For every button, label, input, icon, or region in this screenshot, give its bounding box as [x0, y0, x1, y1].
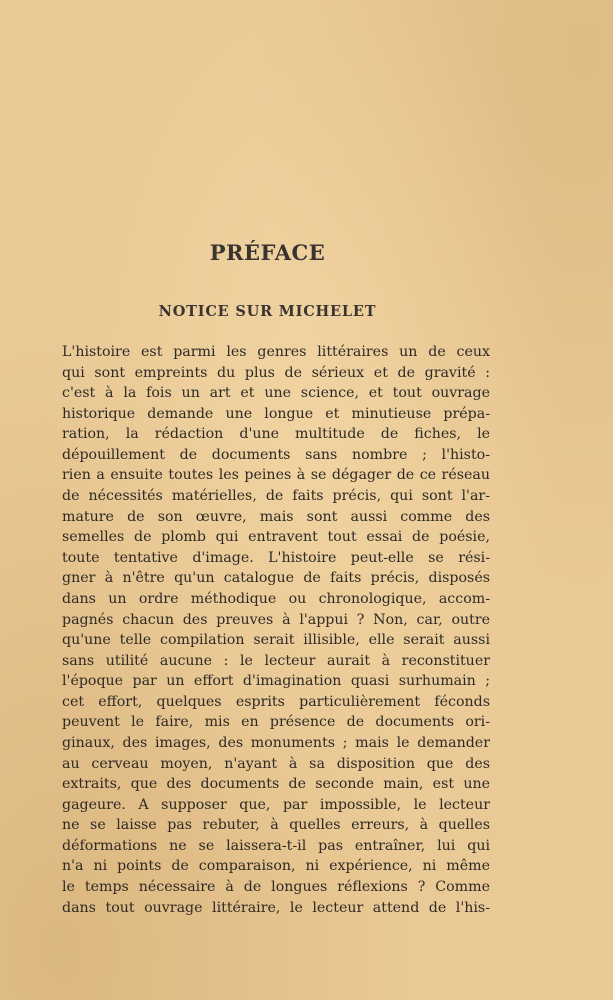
text-line: dépouillement de documents sans nombre ; l'histo-	[62, 446, 490, 463]
text-line: gner à n'être qu'un catalogue de faits précis, disposés	[62, 570, 490, 587]
text-line: cet effort, quelques esprits particulièrement féconds	[62, 693, 490, 710]
text-line: n'a ni points de comparaison, ni expérience, ni même	[62, 858, 490, 875]
text-line: toute tentative d'image. L'histoire peut-elle se rési-	[62, 549, 490, 566]
text-line: mature de son œuvre, mais sont aussi comme des	[62, 508, 490, 525]
text-line: L'histoire est parmi les genres littéraires un de ceux	[62, 344, 490, 360]
text-line: peuvent le faire, mis en présence de documents ori-	[62, 714, 490, 731]
text-line: au cerveau moyen, n'ayant à sa disposition que des	[62, 755, 490, 772]
text-line: pagnés chacun des preuves à l'appui ? Non, car, outre	[62, 611, 490, 628]
text-line: l'époque par un effort d'imagination quasi surhumain ;	[62, 673, 490, 690]
text-line: dans tout ouvrage littéraire, le lecteur attend de l'his-	[62, 899, 490, 916]
text-line: qu'une telle compilation serait illisible, elle serait aussi	[62, 632, 490, 649]
text-line: semelles de plomb qui entravent tout essai de poésie,	[62, 529, 490, 546]
body-paragraph	[62, 342, 490, 918]
text-line: déformations ne se laissera-t-il pas entraîner, lui qui	[62, 837, 490, 854]
page-title: PRÉFACE	[209, 240, 326, 265]
text-line: ration, la rédaction d'une multitude de fiches, le	[62, 426, 490, 443]
text-line: le temps nécessaire à de longues réflexions ? Comme	[62, 879, 490, 896]
text-line: sans utilité aucune : le lecteur aurait à reconstituer	[62, 652, 490, 669]
text-line: gageure. A supposer que, par impossible, le lecteur	[62, 796, 490, 813]
text-line: extraits, que des documents de seconde main, est une	[62, 776, 490, 793]
text-line: rien a ensuite toutes les peines à se dégager de ce réseau	[62, 467, 490, 484]
text-line: dans un ordre méthodique ou chronologique, accom-	[62, 590, 490, 607]
text-line: de nécessités matérielles, de faits précis, qui sont l'ar-	[62, 488, 490, 505]
section-subtitle: NOTICE SUR MICHELET	[158, 303, 377, 320]
text-line: historique demande une longue et minutieuse prépa-	[62, 405, 490, 422]
text-line: c'est à la fois un art et une science, et tout ouvrage	[62, 385, 490, 402]
text-line: ne se laisse pas rebuter, à quelles erreurs, à quelles	[62, 817, 490, 834]
text-line: qui sont empreints du plus de sérieux et de gravité :	[62, 364, 490, 381]
text-line: ginaux, des images, des monuments ; mais le demander	[62, 734, 490, 751]
